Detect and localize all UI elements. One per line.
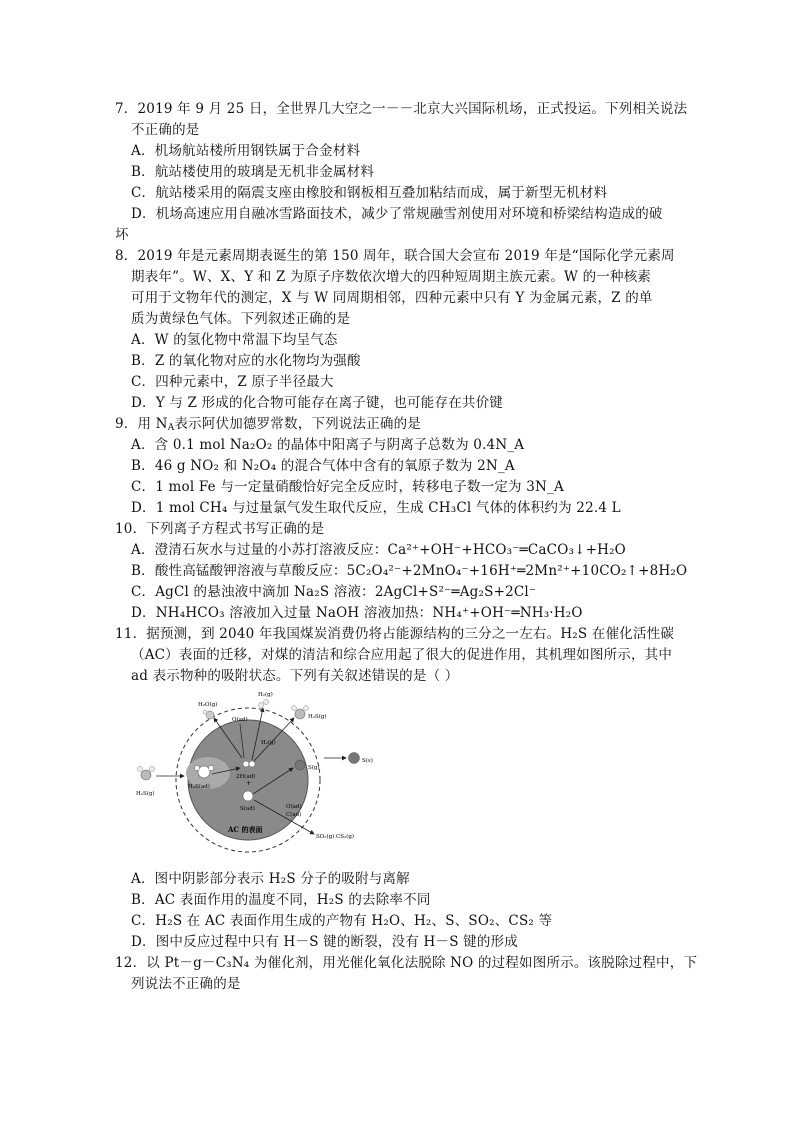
label-s-s: S(s) <box>362 758 373 764</box>
h-atom-1 <box>243 761 249 767</box>
q10-option-b: B．酸性高锰酸钾溶液与草酸反应：5C₂O₄²⁻+2MnO₄⁻+16H⁺═2Mn²⁺+10CO₂↑+8H₂O <box>131 563 688 579</box>
h2s-gas-molecule-top <box>292 706 309 720</box>
label-o-ad-lower: O(ad) <box>286 804 302 810</box>
q9-stem-sub: A <box>167 423 175 433</box>
q8-stem-line2: 期表年”。W、X、Y 和 Z 为原子序数依次增大的四种短周期主族元素。W 的一种核素 <box>131 269 652 285</box>
label-s-ad: S(ad) <box>240 806 255 812</box>
q9-stem-pre: 9．用 N <box>115 416 168 432</box>
label-h2s-ad: H₂S(ad) <box>188 784 210 790</box>
q9-option-d: D．1 mol CH₄ 与过量氯气发生取代反应，生成 CH₃Cl 气体的体积约为 22.4 L <box>131 500 621 516</box>
q10-stem: 10．下列离子方程式书写正确的是 <box>115 521 325 537</box>
q11-stem-line3: ad 表示物种的吸附状态。下列有关叙述错误的是（ ） <box>131 668 459 684</box>
q11-option-b: B．AC 表面作用的温度不同，H₂S 的去除率不同 <box>131 892 431 908</box>
q10-option-d: D．NH₄HCO₃ 溶液加入过量 NaOH 溶液加热：NH₄⁺+OH⁻═NH₃·H₂O <box>131 605 583 621</box>
q7-option-c: C．航站楼采用的隔震支座由橡胶和钢板相互叠加粘结而成，属于新型无机材料 <box>131 185 608 201</box>
q7-stem-line1: 7．2019 年 9 月 25 日，全世界几大空之一－－北京大兴国际机场，正式投运。下列相关说法 <box>115 101 688 117</box>
q7-option-d-line2: 坏 <box>115 227 129 243</box>
q10-option-c: C．AgCl 的悬浊液中滴加 Na₂S 溶液：2AgCl+S²⁻═Ag₂S+2Cl⁻ <box>131 584 537 600</box>
q11-stem-line2: （AC）表面的迁移，对煤的清洁和综合应用起了很大的促进作用，其机理如图所示，其中 <box>131 647 673 663</box>
label-c-ad: C(ad) <box>286 812 302 818</box>
q12-stem-line2: 列说法不正确的是 <box>131 976 241 992</box>
h-atom-2 <box>249 761 255 767</box>
q11-stem-line1: 11．据预测，到 2040 年我国煤炭消费仍将占能源结构的三分之一左右。H₂S 在催化活性碳 <box>115 626 675 642</box>
q7-option-a: A．机场航站楼所用钢铁属于合金材料 <box>131 143 361 159</box>
label-h2-inner: H₂(g) <box>261 740 276 746</box>
s-atom-ad <box>243 791 253 801</box>
label-so2-cs2: SO₂(g) CS₂(g) <box>316 834 355 840</box>
q11-option-d: D．图中反应过程中只有 H－S 键的断裂，没有 H－S 键的形成 <box>131 934 518 950</box>
q8-option-c: C．四种元素中，Z 原子半径最大 <box>131 374 334 390</box>
label-h2o: H₂O(g) <box>198 702 218 708</box>
q9-option-a: A．含 0.1 mol Na₂O₂ 的晶体中阳离子与阴离子总数为 0.4N_A <box>131 437 525 453</box>
s-solid-atom <box>349 753 360 764</box>
h2o-molecule <box>203 710 214 719</box>
q8-stem-line1: 8．2019 年是元素周期表诞生的第 150 周年，联合国大会宣布 2019 年是“国际化学元素周 <box>115 248 675 264</box>
q8-stem-line3: 可用于文物年代的测定，X 与 W 同周期相邻，四种元素中只有 Y 为金属元素，Z 的单 <box>131 290 653 306</box>
label-ac-surface: AC 的表面 <box>228 825 263 834</box>
label-2h-ad: 2H(ad) <box>236 774 256 780</box>
label-plus: + <box>246 780 252 787</box>
q10-option-a: A．澄清石灰水与过量的小苏打溶液反应：Ca²⁺+OH⁻+HCO₃⁻═CaCO₃↓+H₂O <box>131 542 626 558</box>
q7-option-d-line1: D．机场高速应用自融冰雪路面技术，减少了常规融雪剂使用对环境和桥梁结构造成的破 <box>131 206 663 222</box>
q9-stem-post: 表示阿伏加德罗常数，下列说法正确的是 <box>174 416 422 432</box>
q7-stem-line2: 不正确的是 <box>131 122 200 138</box>
label-h2s-left: H₂S(g) <box>136 791 155 797</box>
h2s-mechanism-figure <box>128 688 390 858</box>
h2-molecule <box>259 700 269 708</box>
label-h2-top: H₂(g) <box>258 692 273 698</box>
q8-stem-line4: 质为黄绿色气体。下列叙述正确的是 <box>131 311 351 327</box>
q9-option-b: B．46 g NO₂ 和 N₂O₄ 的混合气体中含有的氧原子数为 2N_A <box>131 458 515 474</box>
h2s-gas-molecule-left <box>137 766 154 780</box>
label-h2s-top: H₂S(g) <box>308 714 327 720</box>
label-o-ad-upper: O(ad) <box>232 717 248 723</box>
label-s-g: S(g) <box>308 765 320 771</box>
q12-stem-line1: 12．以 Pt－g－C₃N₄ 为催化剂，用光催化氧化法脱除 NO 的过程如图所示。该脱除过程中，下 <box>115 955 698 971</box>
q8-option-b: B．Z 的氧化物对应的水化物均为强酸 <box>131 353 361 369</box>
q11-option-a: A．图中阴影部分表示 H₂S 分子的吸附与离解 <box>131 871 410 887</box>
q8-option-d: D．Y 与 Z 形成的化合物可能存在离子键，也可能存在共价键 <box>131 395 503 411</box>
q9-option-c: C．1 mol Fe 与一定量硝酸恰好完全反应时，转移电子数一定为 3N_A <box>131 479 564 495</box>
q7-option-b: B．航站楼使用的玻璃是无机非金属材料 <box>131 164 375 180</box>
q9-stem <box>115 414 421 434</box>
q11-option-c: C．H₂S 在 AC 表面作用生成的产物有 H₂O、H₂、S、SO₂、CS₂ 等 <box>131 913 553 929</box>
q8-option-a: A．W 的氢化物中常温下均呈气态 <box>131 332 338 348</box>
s-gas-atom <box>295 760 305 770</box>
